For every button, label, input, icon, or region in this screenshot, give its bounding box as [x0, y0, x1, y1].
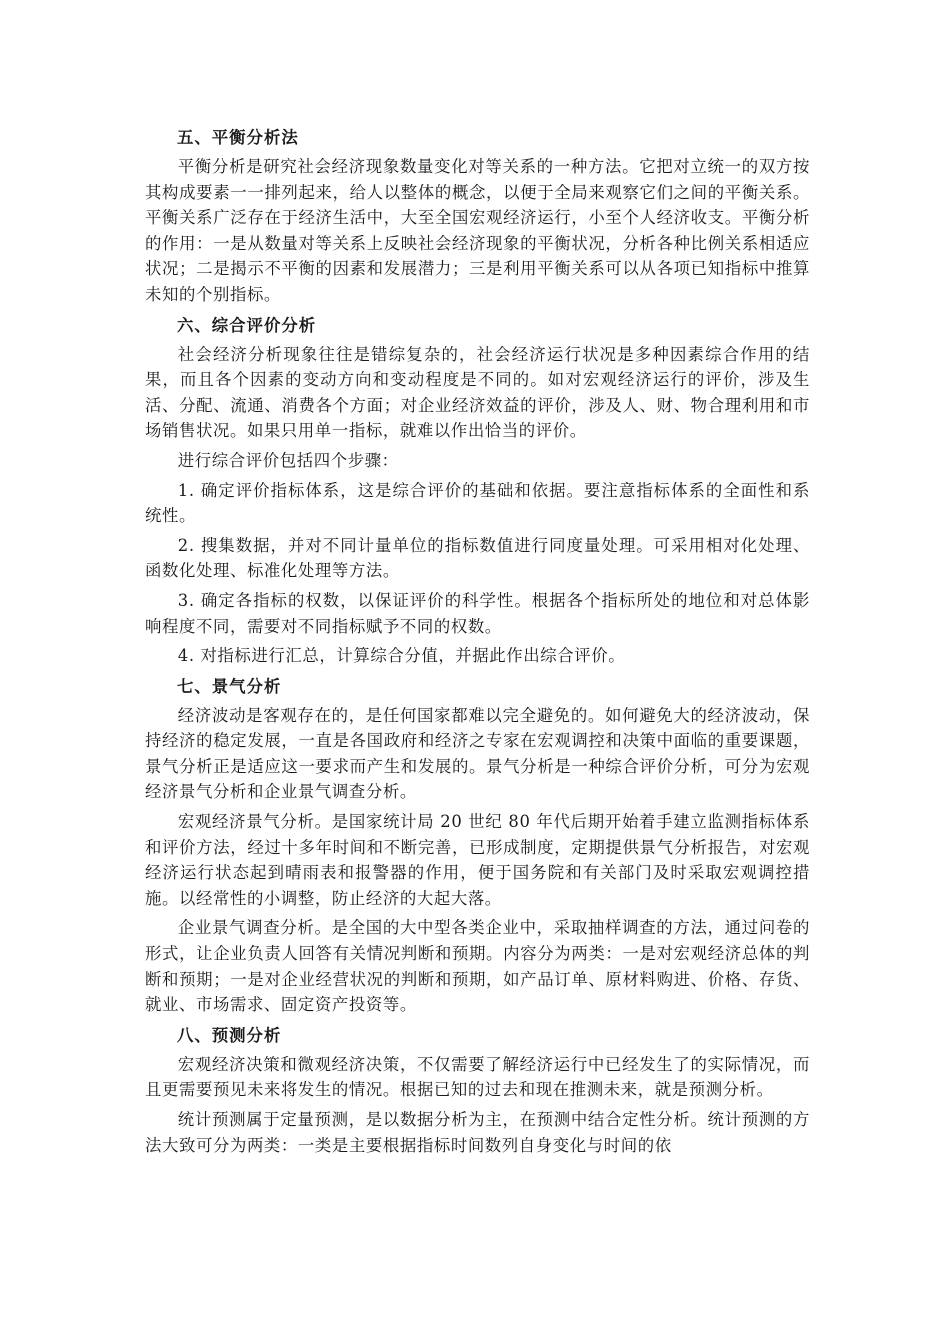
list-item: 2. 搜集数据，并对不同计量单位的指标数值进行同度量处理。可采用相对化处理、函数化处理、标准化处理等方法。 — [145, 535, 810, 581]
section-heading-balance-analysis: 五、平衡分析法 — [177, 128, 299, 147]
paragraph: 进行综合评价包括四个步骤： — [177, 450, 399, 470]
paragraph: 统计预测属于定量预测，是以数据分析为主，在预测中结合定性分析。统计预测的方法大致可分为两类：一类是主要根据指标时间数列自身变化与时间的依 — [145, 1110, 810, 1155]
section-heading-comprehensive-evaluation: 六、综合评价分析 — [177, 315, 317, 335]
paragraph: 平衡分析是研究社会经济现象数量变化对等关系的一种方法。它把对立统一的双方按其构成要素一一排列起来，给人以整体的概念，以便于全局来观察它们之间的平衡关系。平衡关系广泛存在于经济生活中，大至全国宏观经济运行，小至个人经济收支。平衡分析的作用：一是从数量对等关系上反映社会经济现象的平衡状况，分析各种比例关系相适应状况；二是揭示不平衡的因素和发展潜力；三是利用平衡关系可以从各项已知指标中推算未知的个别指标。 — [145, 157, 810, 304]
list-item: 1. 确定评价指标体系，这是综合评价的基础和依据。要注意指标体系的全面性和系统性。 — [145, 480, 810, 526]
list-item: 3. 确定各指标的权数，以保证评价的科学性。根据各个指标所处的地位和对总体影响程度不同，需要对不同指标赋予不同的权数。 — [145, 590, 810, 636]
paragraph: 社会经济分析现象往往是错综复杂的，社会经济运行状况是多种因素综合作用的结果，而且各个因素的变动方向和变动程度是不同的。如对宏观经济运行的评价，涉及生活、分配、流通、消费各个方面；对企业经济效益的评价，涉及人、财、物合理利用和市场销售状况。如果只用单一指标，就难以作出恰当的评价。 — [145, 344, 810, 441]
document-page — [145, 120, 810, 1162]
paragraph: 宏观经济决策和微观经济决策，不仅需要了解经济运行中已经发生了的实际情况，而且更需要预见未来将发生的情况。根据已知的过去和现在推测未来，就是预测分析。 — [145, 1054, 810, 1100]
paragraph: 经济波动是客观存在的，是任何国家都难以完全避免的。如何避免大的经济波动，保持经济的稳定发展，一直是各国政府和经济之专家在宏观调控和决策中面临的重要课题，景气分析正是适应这一要求而产生和发展的。景气分析是一种综合评价分析，可分为宏观经济景气分析和企业景气调查分析。 — [145, 705, 810, 802]
paragraph: 宏观经济景气分析。是国家统计局 20 世纪 80 年代后期开始着手建立监测指标体系和评价方法，经过十多年时间和不断完善，已形成制度，定期提供景气分析报告，对宏观经济运行状态起到晴雨表和报警器的作用，便于国务院和有关部门及时采取宏观调控措施。以经常性的小调整，防止经济的大起大落。 — [145, 812, 810, 908]
section-heading-forecast-analysis: 八、预测分析 — [177, 1025, 282, 1045]
paragraph: 企业景气调查分析。是全国的大中型各类企业中，采取抽样调查的方法，通过问卷的形式，让企业负责人回答有关情况判断和预期。内容分为两类：一是对宏观经济总体的判断和预期；一是对企业经营状况的判断和预期，如产品订单、原材料购进、价格、存货、就业、市场需求、固定资产投资等。 — [145, 918, 810, 1015]
section-heading-business-cycle-analysis: 七、景气分析 — [177, 676, 282, 696]
list-item: 4. 对指标进行汇总，计算综合分值，并据此作出综合评价。 — [177, 646, 626, 666]
